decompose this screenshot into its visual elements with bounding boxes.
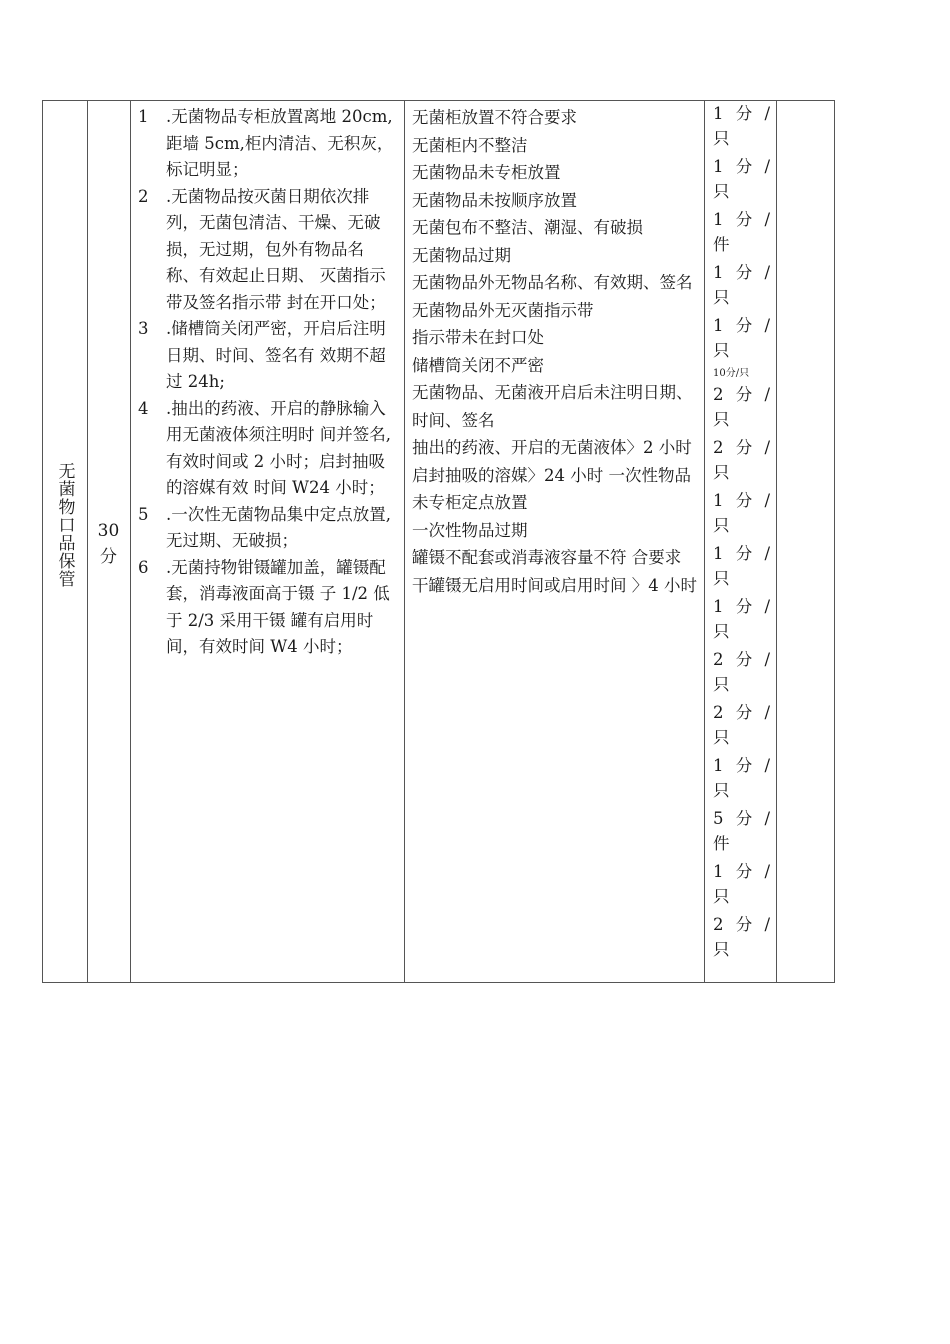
standard-item xyxy=(138,555,396,661)
points-num: 2 xyxy=(713,438,724,457)
deduction-points xyxy=(713,701,772,750)
deduction-points xyxy=(713,913,772,962)
points-unit: 分 xyxy=(735,104,753,123)
points-rate xyxy=(713,383,772,408)
deduction-points xyxy=(713,595,772,644)
standard-number: 2 xyxy=(138,186,149,206)
points-measure: 只 xyxy=(713,128,730,148)
standard-number: 1 xyxy=(138,107,149,126)
standard-item xyxy=(138,184,396,317)
standard-text: .无菌物品专柜放置离地 20cm,距墙 5cm,柜内清洁、无积灰，标记明显； xyxy=(166,107,394,179)
deduction-points xyxy=(713,314,772,363)
remarks-cell xyxy=(776,100,835,983)
points-cell xyxy=(704,100,776,983)
standard-text: .一次性无菌物品集中定点放置,无过期、无破损； xyxy=(166,504,391,550)
points-unit: 分 xyxy=(735,491,753,510)
points-measure: 只 xyxy=(713,886,730,906)
points-num: 2 xyxy=(713,915,724,934)
deduction-points xyxy=(713,807,772,856)
points-slash: / xyxy=(764,210,770,229)
points-rate xyxy=(713,648,772,673)
deduction-item: 罐镊不配套或消毒液容量不符 合要求 xyxy=(412,548,682,567)
points-measure: 只 xyxy=(713,568,730,588)
standard-item xyxy=(138,502,396,555)
points-slash: / xyxy=(764,862,770,881)
deduction-points xyxy=(713,542,772,591)
points-unit: 分 xyxy=(735,862,753,881)
points-num: 2 xyxy=(713,385,724,404)
points-num: 5 xyxy=(713,809,724,828)
points-unit: 分 xyxy=(735,544,753,563)
deduction-item: 启封抽吸的溶媒〉24 小时 一次性物品未专柜定点放置 xyxy=(412,465,691,512)
deduction-item: 一次性物品过期 xyxy=(412,520,528,540)
standard-text: .无菌持物钳镊罐加盖，罐镊配套，消毒液面高于镊 子 1/2 低于 2/3 采用干镊 罐有启用时间，有效时间 W4 小时； xyxy=(166,557,390,656)
points-num: 1 xyxy=(713,491,724,510)
points-rate xyxy=(713,807,772,832)
standard-item xyxy=(138,396,396,502)
standard-number: 4 xyxy=(138,398,149,418)
points-unit: 分 xyxy=(735,915,753,934)
points-measure: 只 xyxy=(713,340,730,360)
deduction-points xyxy=(713,436,772,485)
deduction-points xyxy=(713,208,772,257)
points-unit: 分 xyxy=(735,316,753,335)
standard-number: 6 xyxy=(138,557,149,577)
deduction-item: 无菌包布不整洁、潮湿、有破损 xyxy=(412,218,643,237)
points-unit: 分 xyxy=(735,597,753,616)
score-unit: 分 xyxy=(100,547,117,567)
points-slash: / xyxy=(764,157,770,176)
points-slash: / xyxy=(764,438,770,457)
points-rate xyxy=(713,754,772,779)
points-unit: 分 xyxy=(735,210,753,229)
standards-cell xyxy=(130,100,404,983)
points-num: 1 xyxy=(713,597,724,616)
standard-item xyxy=(138,104,396,184)
deduction-points xyxy=(713,155,772,204)
points-slash: / xyxy=(764,703,770,722)
points-slash: / xyxy=(764,263,770,282)
score-cell xyxy=(87,100,130,983)
points-slash: / xyxy=(764,385,770,404)
deduction-item: 无菌物品外无物品名称、有效期、签名 xyxy=(412,273,693,292)
standard-text: .抽出的药液、开启的静脉输入用无菌液体须注明时 间并签名,有效时间或 2 小时；启封抽吸的溶媒有效 时间 W24 小时； xyxy=(166,398,391,497)
points-num: 1 xyxy=(713,157,724,176)
points-unit: 分 xyxy=(735,263,753,282)
points-rate xyxy=(713,860,772,885)
points-unit: 分 xyxy=(735,703,753,722)
points-measure: 件 xyxy=(713,833,730,853)
points-num: 1 xyxy=(713,263,724,282)
points-unit: 分 xyxy=(735,157,753,176)
points-unit: 分 xyxy=(735,385,753,404)
points-slash: / xyxy=(764,915,770,934)
points-measure: 只 xyxy=(713,939,730,959)
deduction-item: 指示带未在封口处 xyxy=(412,328,544,347)
points-rate xyxy=(713,436,772,461)
category-cell xyxy=(42,100,87,983)
points-rate xyxy=(713,489,772,514)
points-num: 1 xyxy=(713,210,724,229)
points-measure: 只 xyxy=(713,674,730,694)
points-rate xyxy=(713,701,772,726)
standard-text: .无菌物品按灭菌日期依次排列，无菌包清洁、干燥、无破损，无过期，包外有物品名称、有效起止日期、 灭菌指示带及签名指示带 封在开口处； xyxy=(166,186,386,312)
points-rate xyxy=(713,913,772,938)
points-rate xyxy=(713,261,772,286)
points-slash: / xyxy=(764,544,770,563)
points-measure: 只 xyxy=(713,462,730,482)
standard-number: 3 xyxy=(138,319,149,338)
points-measure: 只 xyxy=(713,515,730,535)
points-num: 1 xyxy=(713,862,724,881)
points-rate xyxy=(713,102,772,127)
standard-item xyxy=(138,316,396,396)
points-rate xyxy=(713,155,772,180)
score-value xyxy=(87,518,130,570)
points-measure: 只 xyxy=(713,621,730,641)
deduction-item: 干罐镊无启用时间或启用时间 〉4 小时 xyxy=(412,575,697,595)
points-num: 2 xyxy=(713,703,724,722)
deductions-cell xyxy=(404,100,704,983)
points-rate xyxy=(713,208,772,233)
deduction-item: 无菌物品、无菌液开启后未注明日期、时间、签名 xyxy=(412,383,693,430)
points-slash: / xyxy=(764,597,770,616)
scoring-table xyxy=(42,100,835,983)
score-number: 30 xyxy=(97,521,120,541)
points-unit: 分 xyxy=(735,650,753,669)
deduction-item: 无菌柜放置不符合要求 xyxy=(412,108,577,127)
standard-number: 5 xyxy=(138,504,149,524)
points-unit: 分 xyxy=(735,756,753,775)
points-unit: 分 xyxy=(735,809,753,828)
points-num: 1 xyxy=(713,104,724,123)
points-slash: / xyxy=(764,104,770,123)
deduction-item: 无菌物品未专柜放置 xyxy=(412,163,561,182)
points-rate xyxy=(713,314,772,339)
points-measure: 件 xyxy=(713,234,730,254)
deduction-item: 无菌物品外无灭菌指示带 xyxy=(412,300,594,320)
deduction-points xyxy=(713,754,772,803)
points-num: 1 xyxy=(713,544,724,563)
deduction-item: 储槽筒关闭不严密 xyxy=(412,355,544,375)
standard-text: .储槽筒关闭严密，开启后注明日期、时间、签名有 效期不超过 24h; xyxy=(166,319,386,391)
points-rate xyxy=(713,542,772,567)
deduction-points xyxy=(713,860,772,909)
deduction-points xyxy=(713,102,772,151)
deduction-item: 无菌物品过期 xyxy=(412,245,511,265)
category-label: 无菌物口品保管 xyxy=(54,462,75,588)
deduction-item: 抽出的药液、开启的无菌液体〉2 小时 xyxy=(412,438,692,457)
points-slash: / xyxy=(764,316,770,335)
deduction-points xyxy=(713,261,772,310)
deduction-points xyxy=(713,648,772,697)
points-slash: / xyxy=(764,809,770,828)
points-measure: 只 xyxy=(713,780,730,800)
points-num: 1 xyxy=(713,756,724,775)
points-unit: 分 xyxy=(735,438,753,457)
deduction-points xyxy=(713,489,772,538)
points-num: 2 xyxy=(713,650,724,669)
points-slash: / xyxy=(764,491,770,510)
points-measure: 只 xyxy=(713,287,730,307)
points-measure: 只 xyxy=(713,727,730,747)
deduction-points xyxy=(713,383,772,432)
deduction-item: 无菌物品未按顺序放置 xyxy=(412,190,577,210)
points-slash: / xyxy=(764,756,770,775)
points-rate xyxy=(713,595,772,620)
points-measure: 只 xyxy=(713,409,730,429)
points-measure: 只 xyxy=(713,181,730,201)
points-slash: / xyxy=(764,650,770,669)
deduction-item: 无菌柜内不整洁 xyxy=(412,135,528,155)
points-num: 1 xyxy=(713,316,724,335)
points-note: 10分/只 xyxy=(713,368,750,379)
